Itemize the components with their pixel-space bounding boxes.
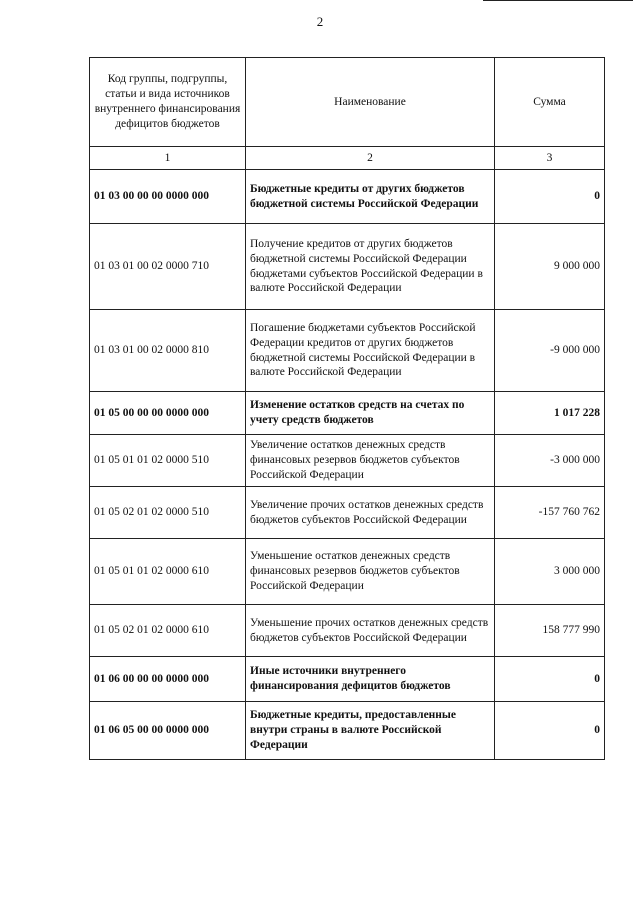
- row-name: Получение кредитов от других бюджетов бюджетной системы Российской Федерации бюджетами субъектов Российской Федерации в валюте Российской Федерации: [246, 224, 495, 310]
- column-number-row: [90, 147, 605, 170]
- budget-sources-table: [89, 57, 605, 760]
- row-name: Бюджетные кредиты от других бюджетов бюджетной системы Российской Федерации: [246, 170, 495, 224]
- table-row: [90, 392, 605, 435]
- row-amount: 0: [495, 657, 605, 702]
- row-name: Увеличение остатков денежных средств финансовых резервов бюджетов субъектов Российской Федерации: [246, 435, 495, 487]
- row-amount: 1 017 228: [495, 392, 605, 435]
- row-amount: 9 000 000: [495, 224, 605, 310]
- row-code: 01 05 01 01 02 0000 510: [90, 435, 246, 487]
- row-name: Увеличение прочих остатков денежных средств бюджетов субъектов Российской Федерации: [246, 487, 495, 539]
- row-code: 01 03 01 00 02 0000 810: [90, 310, 246, 392]
- row-amount: 0: [495, 702, 605, 760]
- row-code: 01 03 00 00 00 0000 000: [90, 170, 246, 224]
- header-amount: Сумма: [495, 58, 605, 147]
- table-row: [90, 605, 605, 657]
- table-row: [90, 435, 605, 487]
- row-name: Изменение остатков средств на счетах по учету средств бюджетов: [246, 392, 495, 435]
- row-name: Бюджетные кредиты, предоставленные внутри страны в валюте Российской Федерации: [246, 702, 495, 760]
- row-code: 01 05 02 01 02 0000 610: [90, 605, 246, 657]
- header-name: Наименование: [246, 58, 495, 147]
- row-amount: -3 000 000: [495, 435, 605, 487]
- top-right-rule: [483, 0, 633, 1]
- row-amount: -157 760 762: [495, 487, 605, 539]
- row-code: 01 05 00 00 00 0000 000: [90, 392, 246, 435]
- row-code: 01 06 05 00 00 0000 000: [90, 702, 246, 760]
- row-name: Уменьшение остатков денежных средств финансовых резервов бюджетов субъектов Российской Федерации: [246, 539, 495, 605]
- table-row: [90, 487, 605, 539]
- table-row: [90, 310, 605, 392]
- column-number: 3: [495, 147, 605, 170]
- row-amount: 0: [495, 170, 605, 224]
- row-name: Иные источники внутреннего финансирования дефицитов бюджетов: [246, 657, 495, 702]
- table-row: [90, 539, 605, 605]
- table-row: [90, 224, 605, 310]
- column-number: 2: [246, 147, 495, 170]
- row-code: 01 06 00 00 00 0000 000: [90, 657, 246, 702]
- row-code: 01 05 01 01 02 0000 610: [90, 539, 246, 605]
- row-amount: 3 000 000: [495, 539, 605, 605]
- row-name: Уменьшение прочих остатков денежных средств бюджетов субъектов Российской Федерации: [246, 605, 495, 657]
- table-row: [90, 702, 605, 760]
- row-code: 01 03 01 00 02 0000 710: [90, 224, 246, 310]
- page-number: 2: [316, 14, 324, 29]
- row-name: Погашение бюджетами субъектов Российской Федерации кредитов от других бюджетов бюджетной системы Российской Федерации в валюте Российской Федерации: [246, 310, 495, 392]
- row-amount: 158 777 990: [495, 605, 605, 657]
- table-row: [90, 657, 605, 702]
- table-row: [90, 170, 605, 224]
- header-row: [90, 58, 605, 147]
- row-code: 01 05 02 01 02 0000 510: [90, 487, 246, 539]
- row-amount: -9 000 000: [495, 310, 605, 392]
- column-number: 1: [90, 147, 246, 170]
- header-code: Код группы, подгруппы, статьи и вида источников внутреннего финансирования дефицитов бюджетов: [90, 58, 246, 147]
